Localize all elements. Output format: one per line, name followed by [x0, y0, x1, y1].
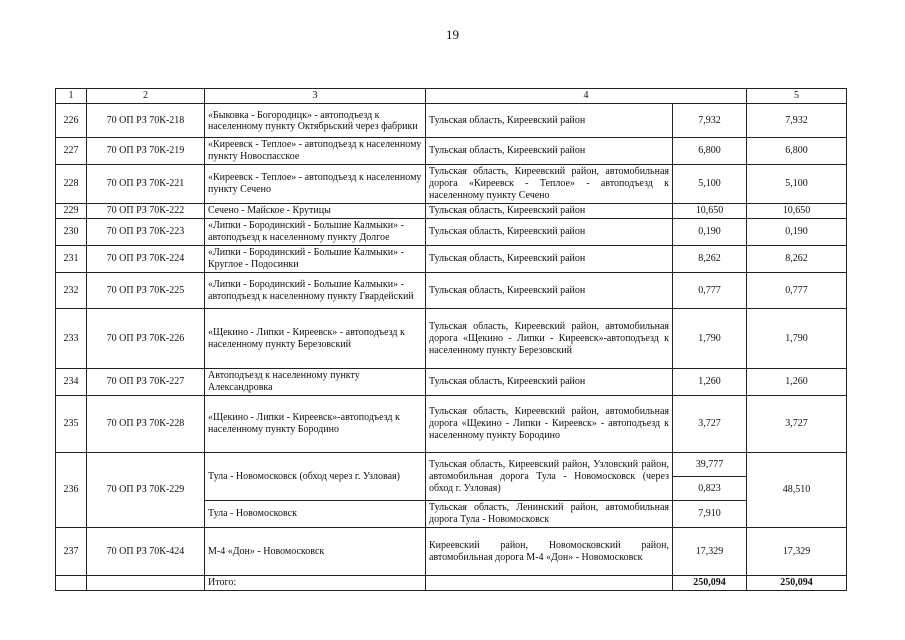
total-length: 250,094	[673, 576, 747, 591]
grand-total: 250,094	[747, 576, 847, 591]
road-location: Тульская область, Ленинский район, автомобильная дорога Тула - Новомосковск	[426, 501, 673, 528]
row-number: 235	[56, 396, 87, 453]
row-number: 228	[56, 165, 87, 204]
header-cell-1: 1	[56, 89, 87, 104]
road-code: 70 ОП РЗ 70К-228	[87, 396, 205, 453]
header-cell-3: 3	[205, 89, 426, 104]
road-code: 70 ОП РЗ 70К-218	[87, 104, 205, 138]
table-row-237	[56, 528, 847, 576]
road-location: Киреевский район, Новомосковский район, автомобильная дорога М-4 «Дон» - Новомосковск	[426, 528, 673, 576]
road-name: «Киреевск - Теплое» - автоподъезд к населенному пункту Новоспасское	[205, 138, 426, 165]
total-empty-cell	[56, 576, 87, 591]
road-length: 0,777	[673, 273, 747, 309]
road-location: Тульская область, Киреевский район	[426, 219, 673, 246]
roads-table	[55, 88, 847, 591]
road-location: Тульская область, Киреевский район	[426, 204, 673, 219]
row-number: 234	[56, 369, 87, 396]
road-total: 10,650	[747, 204, 847, 219]
road-name: Тула - Новомосковск (обход через г. Узловая)	[205, 453, 426, 501]
road-code: 70 ОП РЗ 70К-222	[87, 204, 205, 219]
road-total: 6,800	[747, 138, 847, 165]
table-row	[56, 396, 847, 453]
road-location: Тульская область, Киреевский район	[426, 246, 673, 273]
row-number: 232	[56, 273, 87, 309]
table-row	[56, 273, 847, 309]
road-length: 1,790	[673, 309, 747, 369]
road-total: 5,100	[747, 165, 847, 204]
road-name: «Щекино - Липки - Киреевск»-автоподъезд к населенному пункту Бородино	[205, 396, 426, 453]
road-length: 39,777	[673, 453, 747, 477]
road-length: 0,823	[673, 477, 747, 501]
total-empty-cell	[426, 576, 673, 591]
road-location: Тульская область, Киреевский район, автомобильная дорога «Щекино - Липки - Киреевск»-автоподъезд к населенному пункту Березовский	[426, 309, 673, 369]
road-location: Тульская область, Киреевский район, автомобильная дорога «Киреевск - Теплое» - автоподъезд к населенному пункту Сечено	[426, 165, 673, 204]
road-total: 1,260	[747, 369, 847, 396]
table-row	[56, 104, 847, 138]
road-name: «Быковка - Богородицк» - автоподъезд к населенному пункту Октябрьский через фабрики	[205, 104, 426, 138]
road-total: 0,777	[747, 273, 847, 309]
road-total: 8,262	[747, 246, 847, 273]
road-total: 7,932	[747, 104, 847, 138]
header-cell-2: 2	[87, 89, 205, 104]
road-location: Тульская область, Киреевский район	[426, 138, 673, 165]
road-code: 70 ОП РЗ 70К-225	[87, 273, 205, 309]
table-row	[56, 246, 847, 273]
table-row-236-a	[56, 453, 847, 477]
page-number: 19	[446, 27, 459, 42]
road-length: 10,650	[673, 204, 747, 219]
road-length: 7,932	[673, 104, 747, 138]
road-code: 70 ОП РЗ 70К-223	[87, 219, 205, 246]
road-code: 70 ОП РЗ 70К-229	[87, 453, 205, 528]
total-label: Итого:	[205, 576, 426, 591]
total-empty-cell	[87, 576, 205, 591]
road-location: Тульская область, Киреевский район, автомобильная дорога «Щекино - Липки - Киреевск» - автоподъезд к населенному пункту Бородино	[426, 396, 673, 453]
header-cell-4: 4	[426, 89, 747, 104]
road-total: 0,190	[747, 219, 847, 246]
row-number: 237	[56, 528, 87, 576]
table-row	[56, 165, 847, 204]
table-row	[56, 138, 847, 165]
row-number: 227	[56, 138, 87, 165]
road-location: Тульская область, Киреевский район	[426, 273, 673, 309]
road-name: «Липки - Бородинский - Большие Калмыки» - Круглое - Подосинки	[205, 246, 426, 273]
row-number: 231	[56, 246, 87, 273]
table-row	[56, 309, 847, 369]
road-name: «Липки - Бородинский - Большие Калмыки» - автоподъезд к населенному пункту Гвардейский	[205, 273, 426, 309]
road-name: «Киреевск - Теплое» - автоподъезд к населенному пункту Сечено	[205, 165, 426, 204]
table-row	[56, 369, 847, 396]
road-length: 8,262	[673, 246, 747, 273]
road-name: Автоподъезд к населенному пункту Александровка	[205, 369, 426, 396]
table-row	[56, 219, 847, 246]
road-total: 1,790	[747, 309, 847, 369]
row-number: 236	[56, 453, 87, 528]
road-location: Тульская область, Киреевский район, Узловский район, автомобильная дорога Тула - Новомосковск (через обход г. Узловая)	[426, 453, 673, 501]
table-row	[56, 204, 847, 219]
road-code: 70 ОП РЗ 70К-219	[87, 138, 205, 165]
road-length: 3,727	[673, 396, 747, 453]
road-code: 70 ОП РЗ 70К-221	[87, 165, 205, 204]
total-row	[56, 576, 847, 591]
road-length: 6,800	[673, 138, 747, 165]
road-code: 70 ОП РЗ 70К-226	[87, 309, 205, 369]
header-row	[56, 89, 847, 104]
road-code: 70 ОП РЗ 70К-224	[87, 246, 205, 273]
road-location: Тульская область, Киреевский район	[426, 104, 673, 138]
road-name: «Липки - Бородинский - Большие Калмыки» - автоподъезд к населенному пункту Долгое	[205, 219, 426, 246]
road-name: «Щекино - Липки - Киреевск» - автоподъезд к населенному пункту Березовский	[205, 309, 426, 369]
road-length: 0,190	[673, 219, 747, 246]
road-name: М-4 «Дон» - Новомосковск	[205, 528, 426, 576]
road-name: Сечено - Майское - Крутицы	[205, 204, 426, 219]
road-name: Тула - Новомосковск	[205, 501, 426, 528]
header-cell-5: 5	[747, 89, 847, 104]
row-number: 233	[56, 309, 87, 369]
road-total: 17,329	[747, 528, 847, 576]
road-total: 48,510	[747, 453, 847, 528]
row-number: 230	[56, 219, 87, 246]
row-number: 226	[56, 104, 87, 138]
road-length: 1,260	[673, 369, 747, 396]
road-code: 70 ОП РЗ 70К-227	[87, 369, 205, 396]
road-total: 3,727	[747, 396, 847, 453]
road-length: 5,100	[673, 165, 747, 204]
road-location: Тульская область, Киреевский район	[426, 369, 673, 396]
row-number: 229	[56, 204, 87, 219]
road-code: 70 ОП РЗ 70К-424	[87, 528, 205, 576]
road-length: 17,329	[673, 528, 747, 576]
road-length: 7,910	[673, 501, 747, 528]
